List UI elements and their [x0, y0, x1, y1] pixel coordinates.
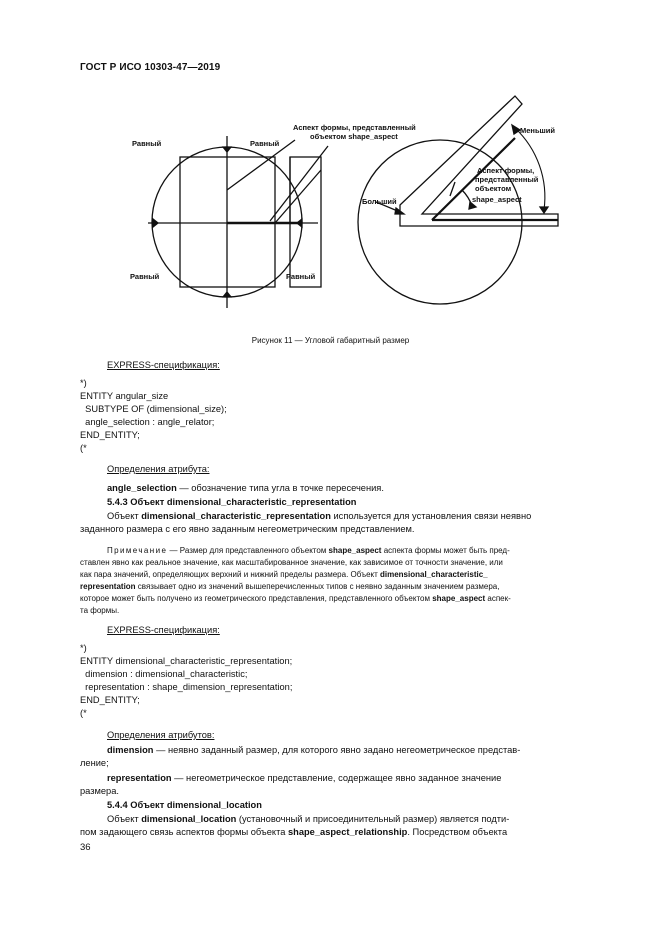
attr-representation [107, 772, 501, 785]
text-span: как пара значений, определяющих верхний и нижний пределы размера. Объект [80, 570, 380, 579]
section-5-4-3-paragraph [107, 510, 531, 523]
entity-name: representation [80, 582, 136, 591]
entity-name: shape_aspect_relationship [287, 827, 408, 837]
code-line: *) [80, 643, 87, 653]
label-aspect-r1: Аспект формы, [477, 166, 535, 175]
angle-shape [400, 96, 558, 226]
code-line: ENTITY dimensional_characteristic_representation; [80, 656, 293, 666]
entity-name: shape_aspect [328, 546, 382, 555]
attr-angle-selection [107, 482, 384, 495]
attr-dimension [107, 744, 520, 757]
label-larger: Больший [362, 197, 397, 206]
code-line: *) [80, 378, 87, 388]
attr-desc: — негеометрическое представление, содержащее явно заданное значение [171, 773, 502, 783]
document-header: ГОСТ Р ИСО 10303-47—2019 [80, 62, 221, 73]
code-line: END_ENTITY; [80, 695, 140, 705]
code-line: (* [80, 708, 87, 718]
label-aspect-r2: представленный [475, 175, 539, 184]
note-line-6: та формы. [80, 606, 120, 615]
attr-name: angle_selection [107, 483, 177, 493]
attr-dimension-line2: ление; [80, 758, 109, 768]
label-aspect-r3: объектом [475, 184, 512, 193]
entity-name: dimensional_location [141, 814, 237, 824]
section-heading-5-4-3: 5.4.3 Объект dimensional_characteristic_representation [107, 497, 357, 507]
right-circle [358, 140, 522, 304]
note-line-5 [80, 593, 511, 604]
label-smaller: Меньший [520, 126, 556, 135]
text-span: (установочный и присоединительный размер) является подти- [236, 814, 510, 824]
text-span: . Посредством объекта [407, 827, 508, 837]
attr-desc: — обозначение типа угла в точке пересечения. [176, 483, 384, 493]
text-span: аспекта формы может быть пред- [381, 546, 510, 555]
text-span: Объект [107, 511, 142, 521]
text-span: — Размер для представленного объектом [167, 546, 329, 555]
express-heading-1: EXPRESS-спецификация: [107, 360, 220, 370]
section-5-4-3-paragraph-line2: заданного размера с его явно заданным негеометрическим представлением. [80, 524, 415, 534]
attr-name: representation [107, 773, 172, 783]
code-line: ENTITY angular_size [80, 391, 169, 401]
label-equal-bottom-right: Равный [286, 272, 316, 281]
page-number: 36 [80, 842, 91, 853]
note-line-2: ставлен явно как реальное значение, как масштабированное значение, как зависимое от точности значение, или [80, 558, 503, 567]
code-line: END_ENTITY; [80, 430, 140, 440]
text-span: которое может быть получено из геометрического представления, представленного объектом [80, 594, 433, 603]
entity-name: shape_aspect [432, 594, 486, 603]
attr-heading-1: Определения атрибута: [107, 464, 210, 474]
note-line-3 [80, 569, 488, 580]
text-span: используется для установления связи неявно [330, 511, 532, 521]
entity-name: dimensional_characteristic_ [380, 570, 488, 579]
note-line-1 [107, 545, 510, 556]
label-equal-bottom-left: Равный [130, 272, 160, 281]
express-heading-2: EXPRESS-спецификация: [107, 625, 220, 635]
text-span: пом задающего связь аспектов формы объекта [80, 827, 288, 837]
code-line: SUBTYPE OF (dimensional_size); [80, 404, 227, 414]
attr-name: dimension [107, 745, 154, 755]
section-heading-5-4-4: 5.4.4 Объект dimensional_location [107, 800, 262, 810]
label-equal-top-right: Равный [250, 139, 280, 148]
label-aspect-r4: shape_aspect [472, 195, 522, 204]
code-line: representation : shape_dimension_representation; [80, 682, 293, 692]
attr-representation-line2: размера. [80, 786, 119, 796]
label-shape-aspect-2: объектом shape_aspect [310, 132, 398, 141]
figure-caption: Рисунок 11 — Угловой габаритный размер [251, 336, 410, 345]
text-span: Объект [107, 814, 142, 824]
note-label: Примечание [107, 546, 168, 555]
text-span: аспек- [485, 594, 511, 603]
text-span: связывает одно из значений вышеперечисленных типов с неявно заданным значением размера, [135, 582, 500, 591]
section-5-4-4-line2 [80, 826, 507, 839]
label-equal-top-left: Равный [132, 139, 162, 148]
code-line: dimension : dimensional_characteristic; [80, 669, 248, 679]
code-line: angle_selection : angle_relator; [80, 417, 215, 427]
label-shape-aspect-1: Аспект формы, представленный [293, 123, 416, 132]
section-5-4-4-line1 [107, 813, 509, 826]
entity-name: dimensional_characteristic_representation [141, 511, 331, 521]
attr-heading-2: Определения атрибутов: [107, 730, 215, 740]
code-line: (* [80, 443, 87, 453]
note-line-4 [80, 581, 499, 592]
figure-angular-size [110, 88, 580, 320]
attr-desc: — неявно заданный размер, для которого явно задано негеометрическое представ- [153, 745, 521, 755]
